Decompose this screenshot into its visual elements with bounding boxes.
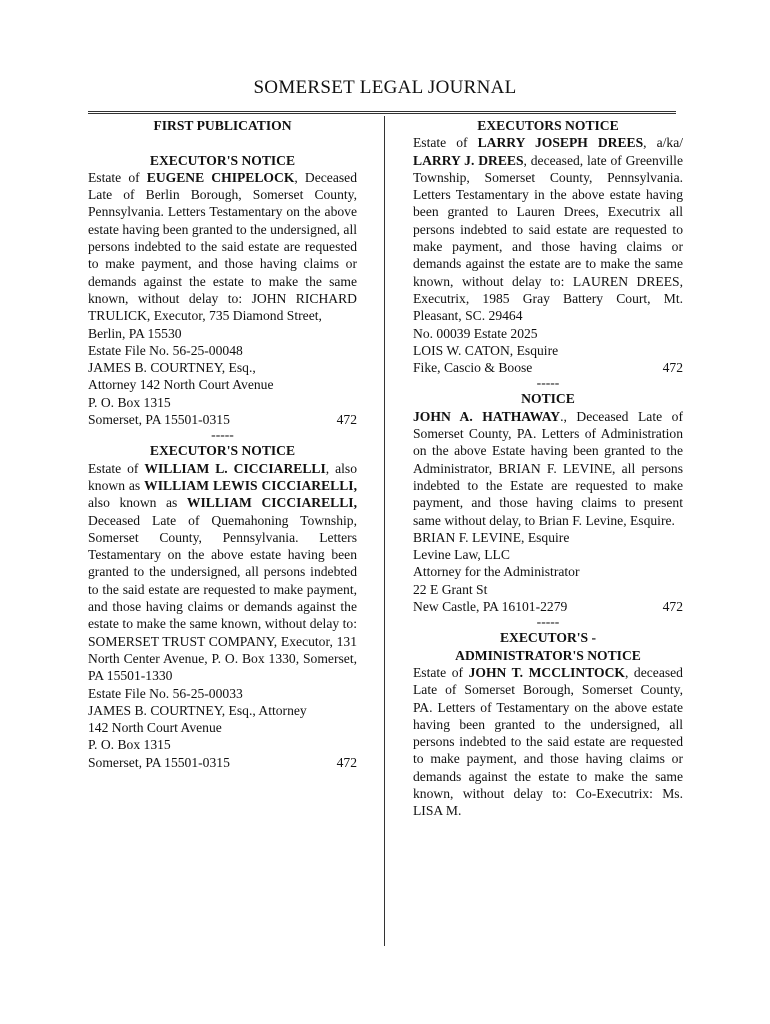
decedent-alias: WILLIAM CICCIARELLI, (186, 495, 357, 511)
journal-title: SOMERSET LEGAL JOURNAL (253, 77, 517, 98)
city-line: Somerset, PA 15501-0315 (88, 754, 230, 770)
notice-heading: ADMINISTRATOR'S NOTICE (455, 647, 641, 663)
decedent-name: JOHN A. HATHAWAY (413, 408, 561, 424)
file-number-line: Estate File No. 56-25-00048 (88, 342, 243, 358)
file-number-line: Estate File No. 56-25-00033 (88, 685, 243, 701)
body-text: also known as (88, 495, 187, 511)
notice-body (413, 408, 683, 529)
publication-code: 472 (336, 412, 357, 428)
attorney-line: JAMES B. COURTNEY, Esq., Attorney (88, 702, 307, 718)
left-column (88, 117, 357, 771)
notice-body (88, 460, 357, 685)
notice-body (413, 664, 683, 820)
attorney-address-line: 142 North Court Avenue (88, 720, 222, 736)
publication-code: 472 (662, 599, 683, 615)
body-text: , also known as (88, 460, 357, 493)
separator: ----- (211, 427, 234, 443)
decedent-alias: LARRY J. DREES (413, 152, 524, 168)
body-text: , a/ka/ (643, 135, 684, 151)
title-rule (88, 111, 676, 116)
publication-code: 472 (662, 360, 683, 376)
city-line: Somerset, PA 15501-0315 (88, 412, 230, 428)
separator: ----- (536, 614, 560, 630)
notice-heading: NOTICE (521, 391, 575, 407)
decedent-name: WILLIAM L. CICCIARELLI (144, 460, 326, 476)
notice-john-mcclintock (413, 629, 683, 819)
notice-heading: EXECUTORS NOTICE (477, 118, 619, 133)
attorney-line: JAMES B. COURTNEY, Esq., (88, 360, 256, 376)
attorney-role-line: Attorney for the Administrator (413, 564, 580, 580)
notice-body (88, 169, 357, 325)
body-text: Estate of (413, 135, 478, 151)
column-divider (384, 116, 385, 946)
body-text: , deceased Late of Somerset Borough, Somerset County, PA. Letters of Testamentary on the above estate having been granted to the undersigned, all persons indebted to the said estate are requested to make payment, and those having claims or demands against the estate to make the same known, without delay to: Co-Executrix: Ms. LISA M. (413, 664, 683, 819)
notice-heading: EXECUTOR'S NOTICE (149, 152, 296, 168)
file-number-line: No. 00039 Estate 2025 (413, 325, 538, 341)
attorney-line: LOIS W. CATON, Esquire (413, 342, 559, 358)
law-firm-line: Fike, Cascio & Boose (413, 360, 533, 376)
notice-john-hathaway (413, 390, 683, 615)
body-text: Deceased Late of Quemahoning Township, Somerset County, Pennsylvania. Letters Testamentary on the above estate having been granted to the undersigned, all persons indebted to the said estate are requested to make payment, and those having claims or demands against the estate to make the same known, without delay to: SOMERSET TRUST COMPANY, Executor, 131 North Center Avenue, P. O. Box 1330, Somerset, PA 15501-1330 (88, 512, 357, 684)
decedent-name: LARRY JOSEPH DREES (477, 135, 644, 151)
section-header: FIRST PUBLICATION (153, 118, 292, 133)
po-box-line: P. O. Box 1315 (88, 737, 171, 753)
attorney-line: BRIAN F. LEVINE, Esquire (413, 529, 570, 545)
body-text: Estate of (88, 460, 145, 476)
notice-larry-drees (413, 117, 683, 376)
city-line: New Castle, PA 16101-2279 (413, 599, 568, 615)
notice-eugene-chipelock (88, 152, 357, 429)
body-text: ., Deceased Late of Somerset County, PA. Letters of Administration on the above Estate having been granted to the Administrator, BRIAN F. LEVINE, all persons indebted to the Estate are requested to make payment, and those having claims to present same without delay, to Brian F. Levine, Esquire. (413, 408, 683, 528)
body-text: , deceased, late of Greenville Township, Somerset County, Pennsylvania. Letters Testamentary in the above estate having been granted to Lauren Drees, Executrix all persons indebted to said estate are requested to make payment, and those having claims or demands against the estate are to make the same known, without delay to: LAUREN DREES, Executrix, 1985 Gray Battery Court, Mt. Pleasant, SC. 29464 (413, 152, 683, 324)
spacer (88, 134, 357, 151)
law-firm-line: Levine Law, LLC (413, 547, 510, 563)
decedent-name: EUGENE CHIPELOCK (146, 169, 295, 185)
body-text: Estate of (413, 664, 469, 680)
body-text: , Deceased Late of Berlin Borough, Somerset County, Pennsylvania. Letters Testamentary on the above estate having been granted to the undersigned, all persons indebted to the said estate are requested to make payment, and those having claims or demands against the estate to make the same known, without delay to: JOHN RICHARD TRULICK, Executor, 735 Diamond Street, (88, 169, 357, 324)
closing-line (88, 411, 357, 428)
decedent-name: JOHN T. MCCLINTOCK (468, 664, 626, 680)
decedent-alias: WILLIAM LEWIS CICCIARELLI, (144, 477, 357, 493)
notice-william-cicciarelli (88, 442, 357, 771)
body-text: Estate of (88, 169, 147, 185)
notice-heading: EXECUTOR'S NOTICE (149, 443, 296, 459)
right-column (413, 117, 683, 820)
address-line: Berlin, PA 15530 (88, 325, 182, 341)
publication-code: 472 (336, 754, 357, 770)
notice-heading: EXECUTOR'S - (499, 630, 597, 646)
closing-line (413, 598, 683, 615)
closing-line (88, 754, 357, 771)
separator: ----- (536, 375, 560, 391)
street-line: 22 E Grant St (413, 581, 488, 597)
closing-line (413, 359, 683, 376)
notice-body (413, 134, 683, 324)
attorney-address-line: Attorney 142 North Court Avenue (88, 377, 274, 393)
po-box-line: P. O. Box 1315 (88, 394, 171, 410)
